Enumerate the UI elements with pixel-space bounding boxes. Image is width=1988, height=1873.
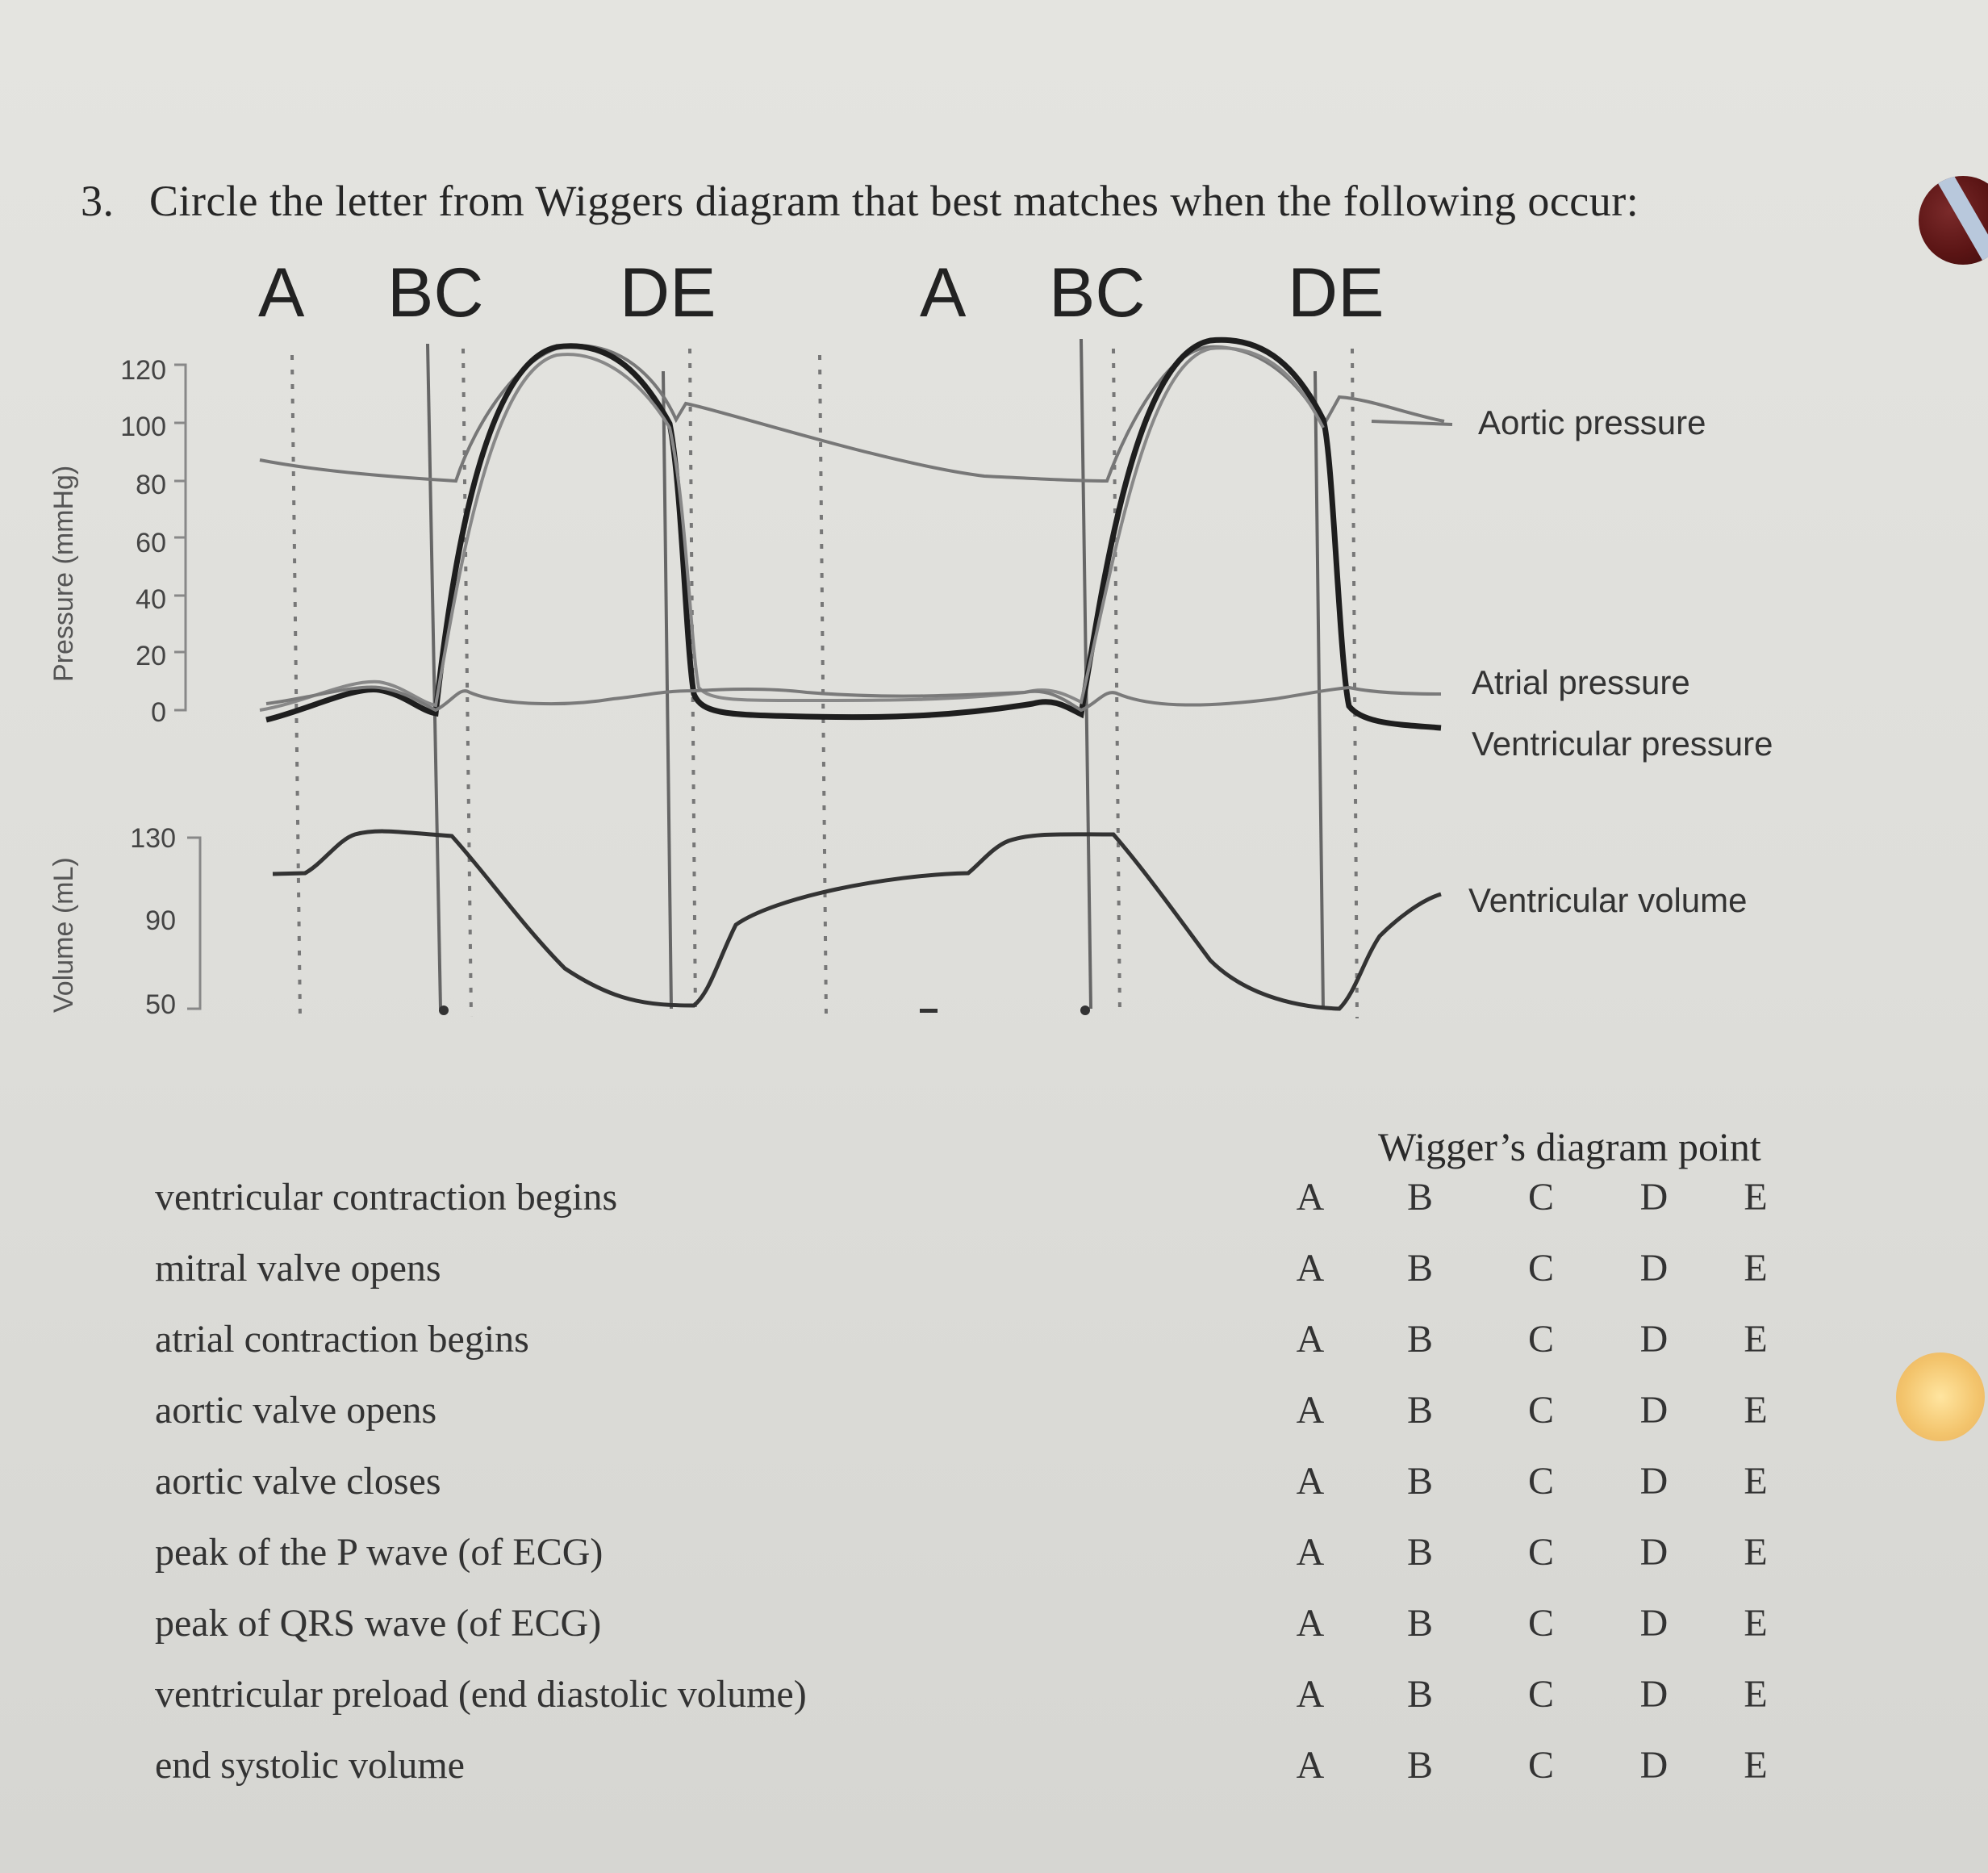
- pressure-tick-120: 120: [120, 355, 166, 386]
- choice-d[interactable]: D: [1639, 1602, 1668, 1645]
- top-letter-4: A: [920, 254, 967, 332]
- choice-e[interactable]: E: [1744, 1531, 1768, 1574]
- ventricular-volume-curve: [273, 831, 1441, 1009]
- volume-tick-90: 90: [145, 905, 176, 936]
- pressure-tick-40: 40: [136, 584, 166, 615]
- question-row: [0, 1672, 1856, 1729]
- choice-b[interactable]: B: [1406, 1247, 1433, 1290]
- pressure-axis-label: Pressure (mmHg): [48, 465, 79, 682]
- choice-a[interactable]: A: [1296, 1744, 1325, 1787]
- top-letter-3: DE: [620, 254, 716, 332]
- choice-d[interactable]: D: [1639, 1673, 1668, 1716]
- aortic-pressure-label: Aortic pressure: [1478, 403, 1706, 441]
- choice-d[interactable]: D: [1639, 1247, 1668, 1290]
- choice-e[interactable]: E: [1744, 1389, 1768, 1432]
- question-row: [0, 1459, 1856, 1516]
- question-row: [0, 1246, 1856, 1302]
- marker-dash: [920, 1009, 938, 1013]
- top-letter-5: BC: [1049, 254, 1146, 332]
- choice-a[interactable]: A: [1296, 1247, 1325, 1290]
- choice-b[interactable]: B: [1406, 1318, 1433, 1361]
- choice-b[interactable]: B: [1406, 1531, 1433, 1574]
- marker-dot-1: [439, 1005, 449, 1015]
- choice-b[interactable]: B: [1406, 1176, 1433, 1219]
- choice-e[interactable]: E: [1744, 1673, 1768, 1716]
- volume-tick-130: 130: [130, 823, 176, 854]
- choice-d[interactable]: D: [1639, 1176, 1668, 1219]
- ventricular-volume-label: Ventricular volume: [1468, 881, 1748, 919]
- choice-b[interactable]: B: [1406, 1744, 1433, 1787]
- question-row: [0, 1743, 1856, 1800]
- choice-d[interactable]: D: [1639, 1531, 1668, 1574]
- choice-b[interactable]: B: [1406, 1460, 1433, 1503]
- question-row-label: aortic valve closes: [155, 1460, 441, 1503]
- pressure-axis: [174, 365, 186, 710]
- choice-c[interactable]: C: [1527, 1389, 1554, 1432]
- choice-d[interactable]: D: [1639, 1460, 1668, 1503]
- choice-a[interactable]: A: [1296, 1318, 1325, 1361]
- question-row-label: peak of the P wave (of ECG): [155, 1531, 604, 1574]
- question-row-label: atrial contraction begins: [155, 1318, 529, 1361]
- light-reflection-decoration: [1896, 1352, 1985, 1441]
- choice-b[interactable]: B: [1406, 1602, 1433, 1645]
- choice-c[interactable]: C: [1527, 1318, 1554, 1361]
- marker-dot-2: [1080, 1005, 1090, 1015]
- top-letter-2: BC: [387, 254, 484, 332]
- dotted-markers: [292, 349, 1357, 1018]
- choice-c[interactable]: C: [1527, 1247, 1554, 1290]
- choice-e[interactable]: E: [1744, 1318, 1768, 1361]
- pressure-tick-0: 0: [151, 697, 166, 728]
- choice-e[interactable]: E: [1744, 1247, 1768, 1290]
- question-row-label: ventricular preload (end diastolic volume): [155, 1673, 807, 1716]
- top-letter-1: A: [258, 254, 305, 332]
- choice-a[interactable]: A: [1296, 1460, 1325, 1503]
- aortic-pressure-curve: [260, 345, 1444, 481]
- choice-c[interactable]: C: [1527, 1673, 1554, 1716]
- choice-d[interactable]: D: [1639, 1318, 1668, 1361]
- volume-tick-50: 50: [145, 989, 176, 1020]
- choice-e[interactable]: E: [1744, 1460, 1768, 1503]
- volume-axis: [187, 838, 200, 1009]
- pressure-tick-20: 20: [136, 641, 166, 671]
- solid-markers: [428, 339, 1323, 1009]
- atrial-pressure-label: Atrial pressure: [1472, 663, 1690, 701]
- choice-e[interactable]: E: [1744, 1176, 1768, 1219]
- choice-e[interactable]: E: [1744, 1744, 1768, 1787]
- top-letter-6: DE: [1288, 254, 1384, 332]
- choice-a[interactable]: A: [1296, 1602, 1325, 1645]
- choice-c[interactable]: C: [1527, 1460, 1554, 1503]
- question-row-label: ventricular contraction begins: [155, 1176, 618, 1219]
- ventricular-pressure-label: Ventricular pressure: [1472, 725, 1773, 763]
- question-text: Circle the letter from Wiggers diagram that best matches when the following occur:: [149, 177, 1639, 225]
- choice-c[interactable]: C: [1527, 1176, 1554, 1219]
- choice-a[interactable]: A: [1296, 1531, 1325, 1574]
- question-row: [0, 1530, 1856, 1587]
- question-row-label: aortic valve opens: [155, 1389, 437, 1432]
- choice-c[interactable]: C: [1527, 1531, 1554, 1574]
- choice-a[interactable]: A: [1296, 1673, 1325, 1716]
- question-row-label: mitral valve opens: [155, 1247, 441, 1290]
- question-row-label: peak of QRS wave (of ECG): [155, 1602, 602, 1645]
- question-row: [0, 1388, 1856, 1444]
- choice-d[interactable]: D: [1639, 1389, 1668, 1432]
- pressure-tick-80: 80: [136, 470, 166, 500]
- question-row: [0, 1175, 1856, 1231]
- choice-b[interactable]: B: [1406, 1389, 1433, 1432]
- choice-d[interactable]: D: [1639, 1744, 1668, 1787]
- table-header: Wigger’s diagram point: [1378, 1124, 1761, 1169]
- pressure-tick-60: 60: [136, 528, 166, 558]
- choice-a[interactable]: A: [1296, 1389, 1325, 1432]
- choice-a[interactable]: A: [1296, 1176, 1325, 1219]
- choice-e[interactable]: E: [1744, 1602, 1768, 1645]
- question-row: [0, 1601, 1856, 1658]
- ventricular-pressure-shadow: [260, 348, 1323, 710]
- question-number: 3.: [81, 177, 115, 225]
- atrial-pressure-curve: [266, 687, 1441, 710]
- pressure-tick-100: 100: [120, 412, 166, 442]
- volume-axis-label: Volume (mL): [48, 857, 79, 1013]
- choice-b[interactable]: B: [1406, 1673, 1433, 1716]
- choice-c[interactable]: C: [1527, 1744, 1554, 1787]
- question-row-label: end systolic volume: [155, 1744, 465, 1787]
- question-row: [0, 1317, 1856, 1373]
- choice-c[interactable]: C: [1527, 1602, 1554, 1645]
